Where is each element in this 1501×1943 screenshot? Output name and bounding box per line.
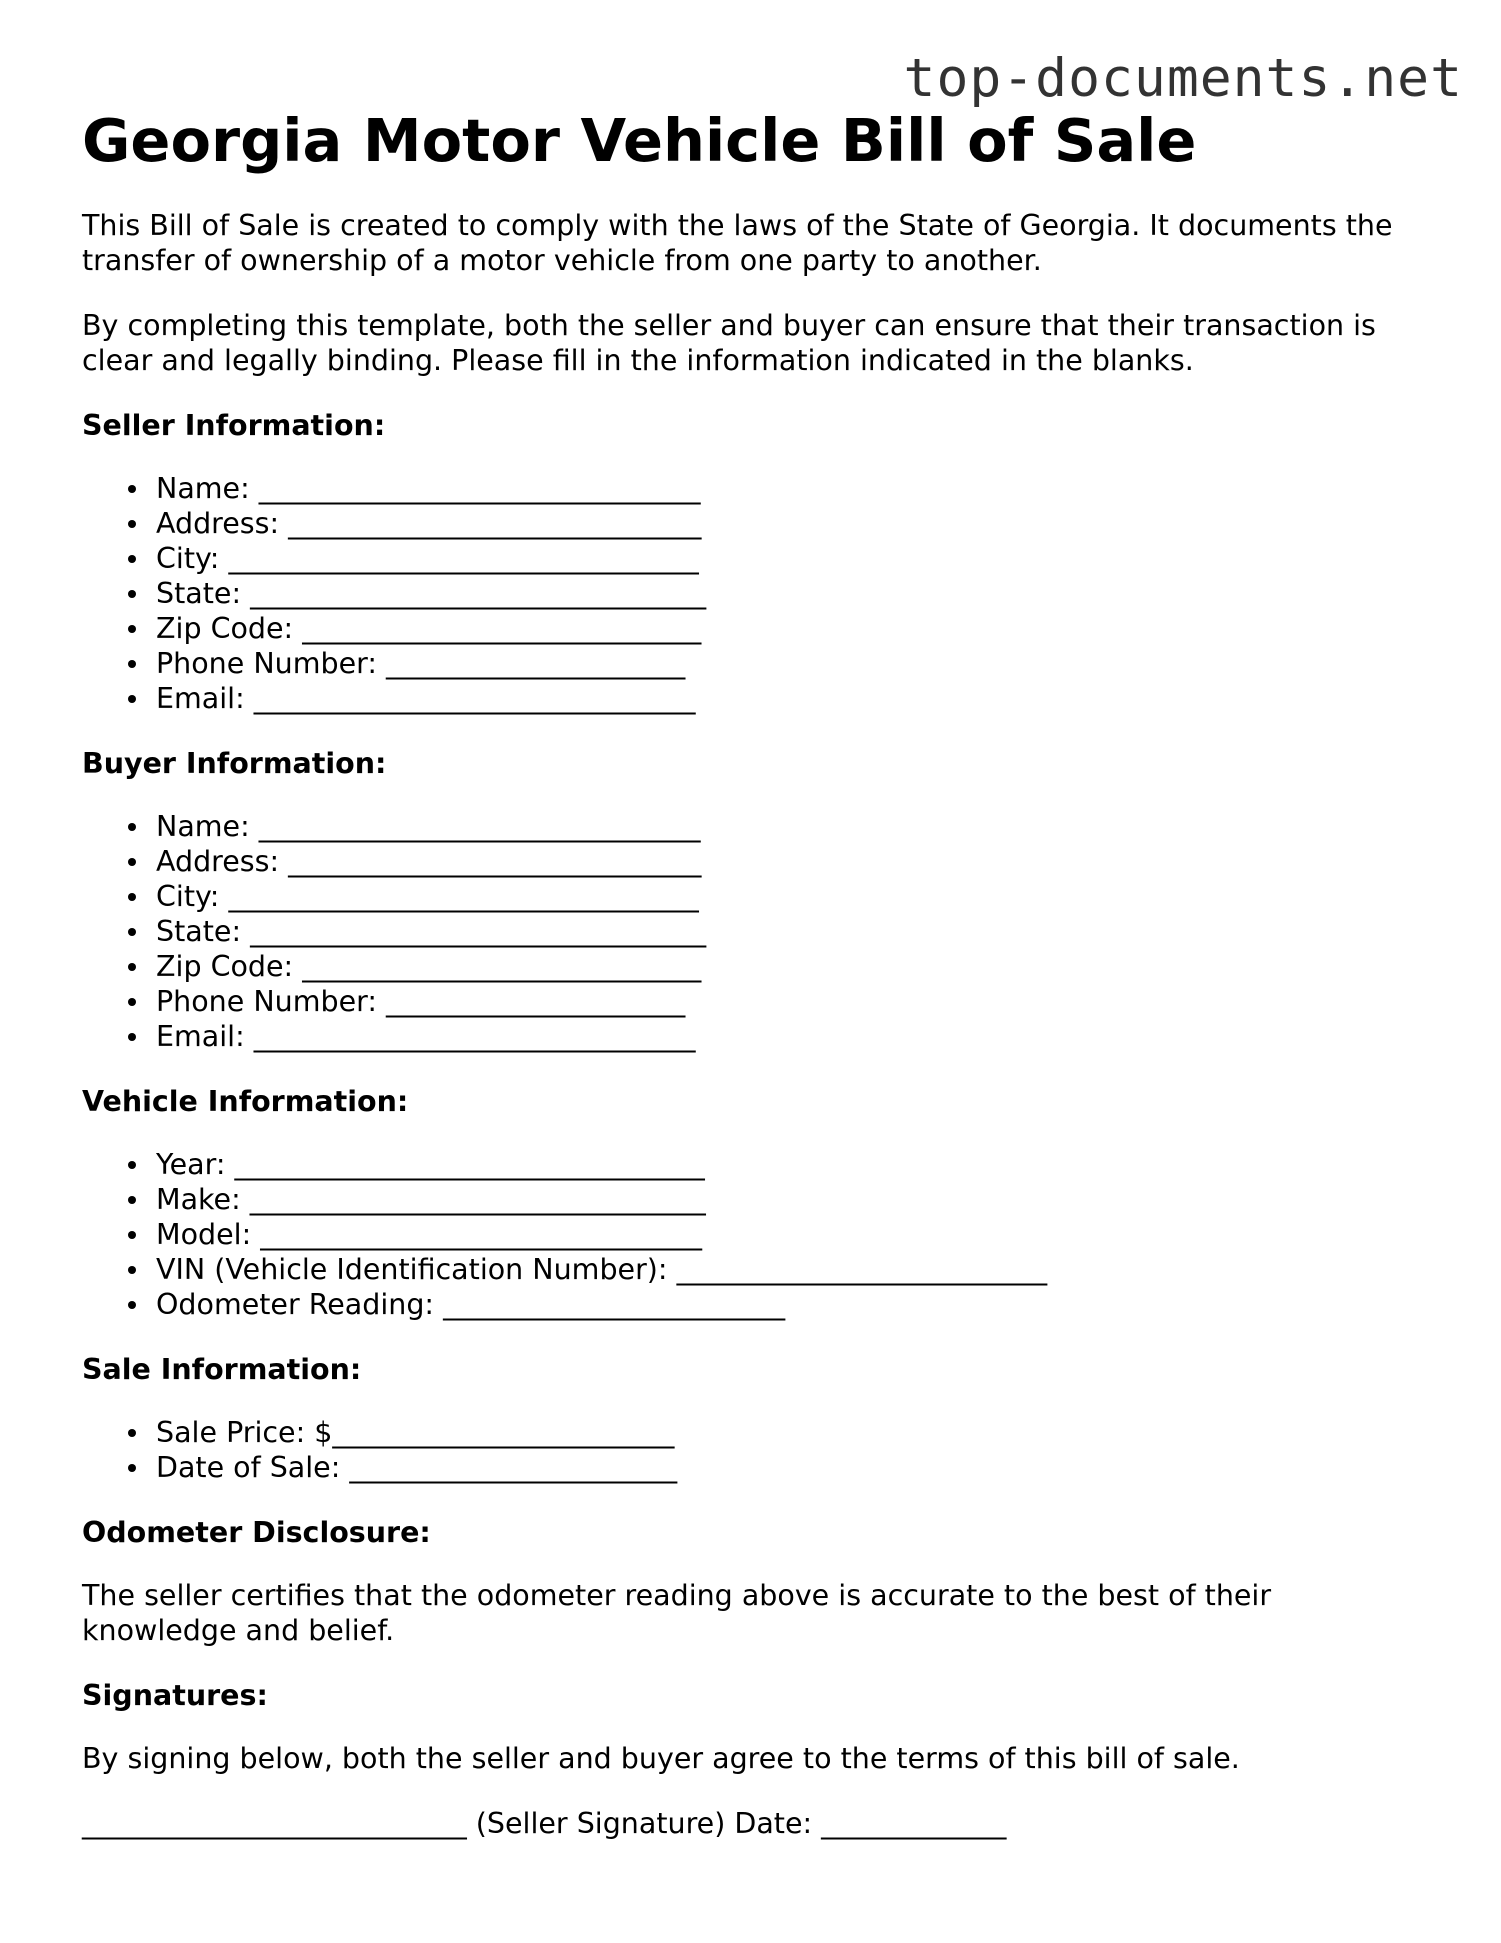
buyer-state-field[interactable]: State: ________________________________ xyxy=(156,914,1422,949)
sale-section-heading: Sale Information: xyxy=(82,1353,362,1386)
watermark-text: top-documents.net xyxy=(903,48,1463,109)
odometer-section-heading: Odometer Disclosure: xyxy=(82,1516,431,1549)
buyer-field-list xyxy=(82,809,1422,1054)
vehicle-model-field[interactable]: Model: _______________________________ xyxy=(156,1217,1422,1252)
buyer-phone-field[interactable]: Phone Number: _____________________ xyxy=(156,984,1422,1019)
vehicle-vin-field[interactable]: VIN (Vehicle Identification Number): __________________________ xyxy=(156,1252,1422,1287)
buyer-zip-field[interactable]: Zip Code: ____________________________ xyxy=(156,949,1422,984)
sale-field-list xyxy=(82,1415,1422,1485)
signatures-section-heading: Signatures: xyxy=(82,1679,268,1712)
sale-date-field[interactable]: Date of Sale: _______________________ xyxy=(156,1450,1422,1485)
seller-city-field[interactable]: City: _________________________________ xyxy=(156,541,1422,576)
intro-paragraph-2: By completing this template, both the seller and buyer can ensure that their transaction is clear and legally binding. Please fill in the information indicated in the blanks. xyxy=(82,309,1376,377)
vehicle-field-list xyxy=(82,1147,1422,1322)
seller-zip-field[interactable]: Zip Code: ____________________________ xyxy=(156,611,1422,646)
document-body xyxy=(82,100,1422,1841)
buyer-name-field[interactable]: Name: _______________________________ xyxy=(156,809,1422,844)
seller-state-field[interactable]: State: ________________________________ xyxy=(156,576,1422,611)
intro-paragraph-1: This Bill of Sale is created to comply with the laws of the State of Georgia. It documents the transfer of ownership of a motor vehicle from one party to another. xyxy=(82,209,1393,277)
odometer-disclosure-text: The seller certifies that the odometer reading above is accurate to the best of their knowledge and belief. xyxy=(82,1579,1272,1647)
vehicle-year-field[interactable]: Year: _________________________________ xyxy=(156,1147,1422,1182)
vehicle-section-heading: Vehicle Information: xyxy=(82,1085,409,1118)
seller-signature-line[interactable]: ___________________________ (Seller Signature) Date: _____________ xyxy=(82,1807,1007,1840)
seller-address-field[interactable]: Address: _____________________________ xyxy=(156,506,1422,541)
seller-name-field[interactable]: Name: _______________________________ xyxy=(156,471,1422,506)
seller-phone-field[interactable]: Phone Number: _____________________ xyxy=(156,646,1422,681)
buyer-section-heading: Buyer Information: xyxy=(82,747,387,780)
sale-price-field[interactable]: Sale Price: $________________________ xyxy=(156,1415,1422,1450)
signatures-agreement-text: By signing below, both the seller and buyer agree to the terms of this bill of sale. xyxy=(82,1742,1240,1775)
seller-section-heading: Seller Information: xyxy=(82,409,386,442)
buyer-city-field[interactable]: City: _________________________________ xyxy=(156,879,1422,914)
document-title: Georgia Motor Vehicle Bill of Sale xyxy=(82,106,1197,175)
buyer-email-field[interactable]: Email: _______________________________ xyxy=(156,1019,1422,1054)
buyer-address-field[interactable]: Address: _____________________________ xyxy=(156,844,1422,879)
vehicle-make-field[interactable]: Make: ________________________________ xyxy=(156,1182,1422,1217)
seller-email-field[interactable]: Email: _______________________________ xyxy=(156,681,1422,716)
seller-field-list xyxy=(82,471,1422,716)
vehicle-odometer-field[interactable]: Odometer Reading: ________________________ xyxy=(156,1287,1422,1322)
